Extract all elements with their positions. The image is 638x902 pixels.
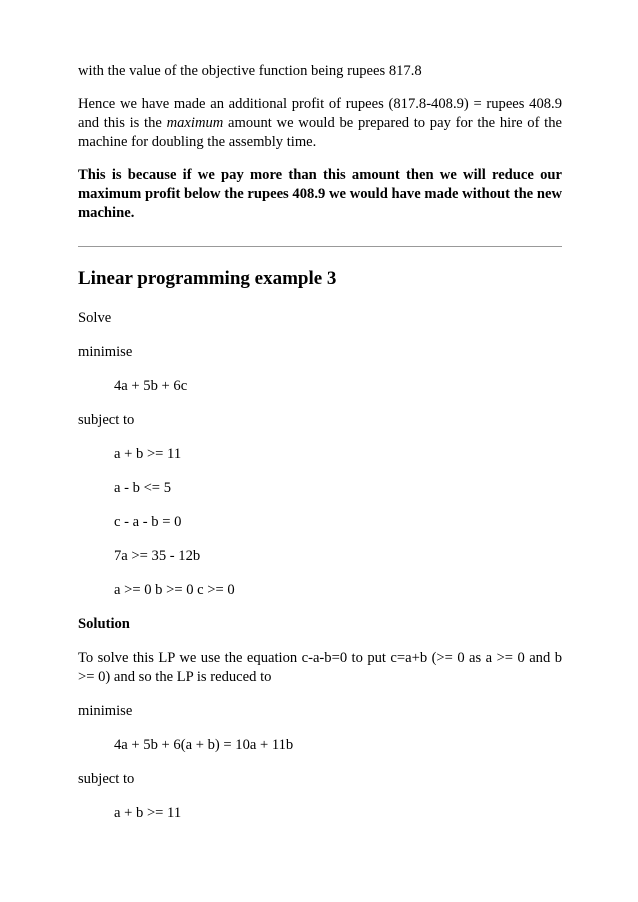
solve-label: Solve [78, 310, 112, 326]
profit-text-start: Hence we have made an additional profit of rupees (817.8-408.9) = rupees 408.9 and this is the [78, 96, 562, 131]
solution-heading: Solution [78, 616, 130, 632]
solution-minimise-label: minimise [78, 703, 133, 719]
constraint-line: 7a >= 35 - 12b [114, 548, 201, 564]
constraint-line: a >= 0 b >= 0 c >= 0 [114, 582, 235, 598]
additional-profit-paragraph [78, 95, 562, 152]
objective-value-paragraph: with the value of the objective function being rupees 817.8 [78, 63, 422, 79]
reduced-constraint-line: a + b >= 11 [114, 805, 182, 821]
subject-to-label: subject to [78, 412, 135, 428]
minimise-label: minimise [78, 344, 133, 360]
document-page [78, 62, 562, 838]
profit-text-end: amount we would be prepared to pay for the hire of the machine for doubling the assembly time. [78, 115, 562, 150]
constraint-line: c - a - b = 0 [114, 514, 182, 530]
solution-intro-paragraph: To solve this LP we use the equation c-a-b=0 to put c=a+b (>= 0 as a >= 0 and b >= 0) and so the LP is reduced to [78, 650, 562, 685]
section-title: Linear programming example 3 [78, 268, 337, 289]
solution-subject-to-label: subject to [78, 771, 135, 787]
constraint-line: a - b <= 5 [114, 480, 171, 496]
reduced-objective-function: 4a + 5b + 6(a + b) = 10a + 11b [114, 737, 294, 753]
horizontal-divider [78, 246, 562, 247]
objective-function: 4a + 5b + 6c [114, 378, 188, 394]
constraint-line: a + b >= 11 [114, 446, 182, 462]
bold-statement-paragraph: This is because if we pay more than this amount then we will reduce our maximum profit below the rupees 408.9 we would have made without the new machine. [78, 167, 562, 221]
maximum-emphasis: maximum [166, 115, 224, 131]
